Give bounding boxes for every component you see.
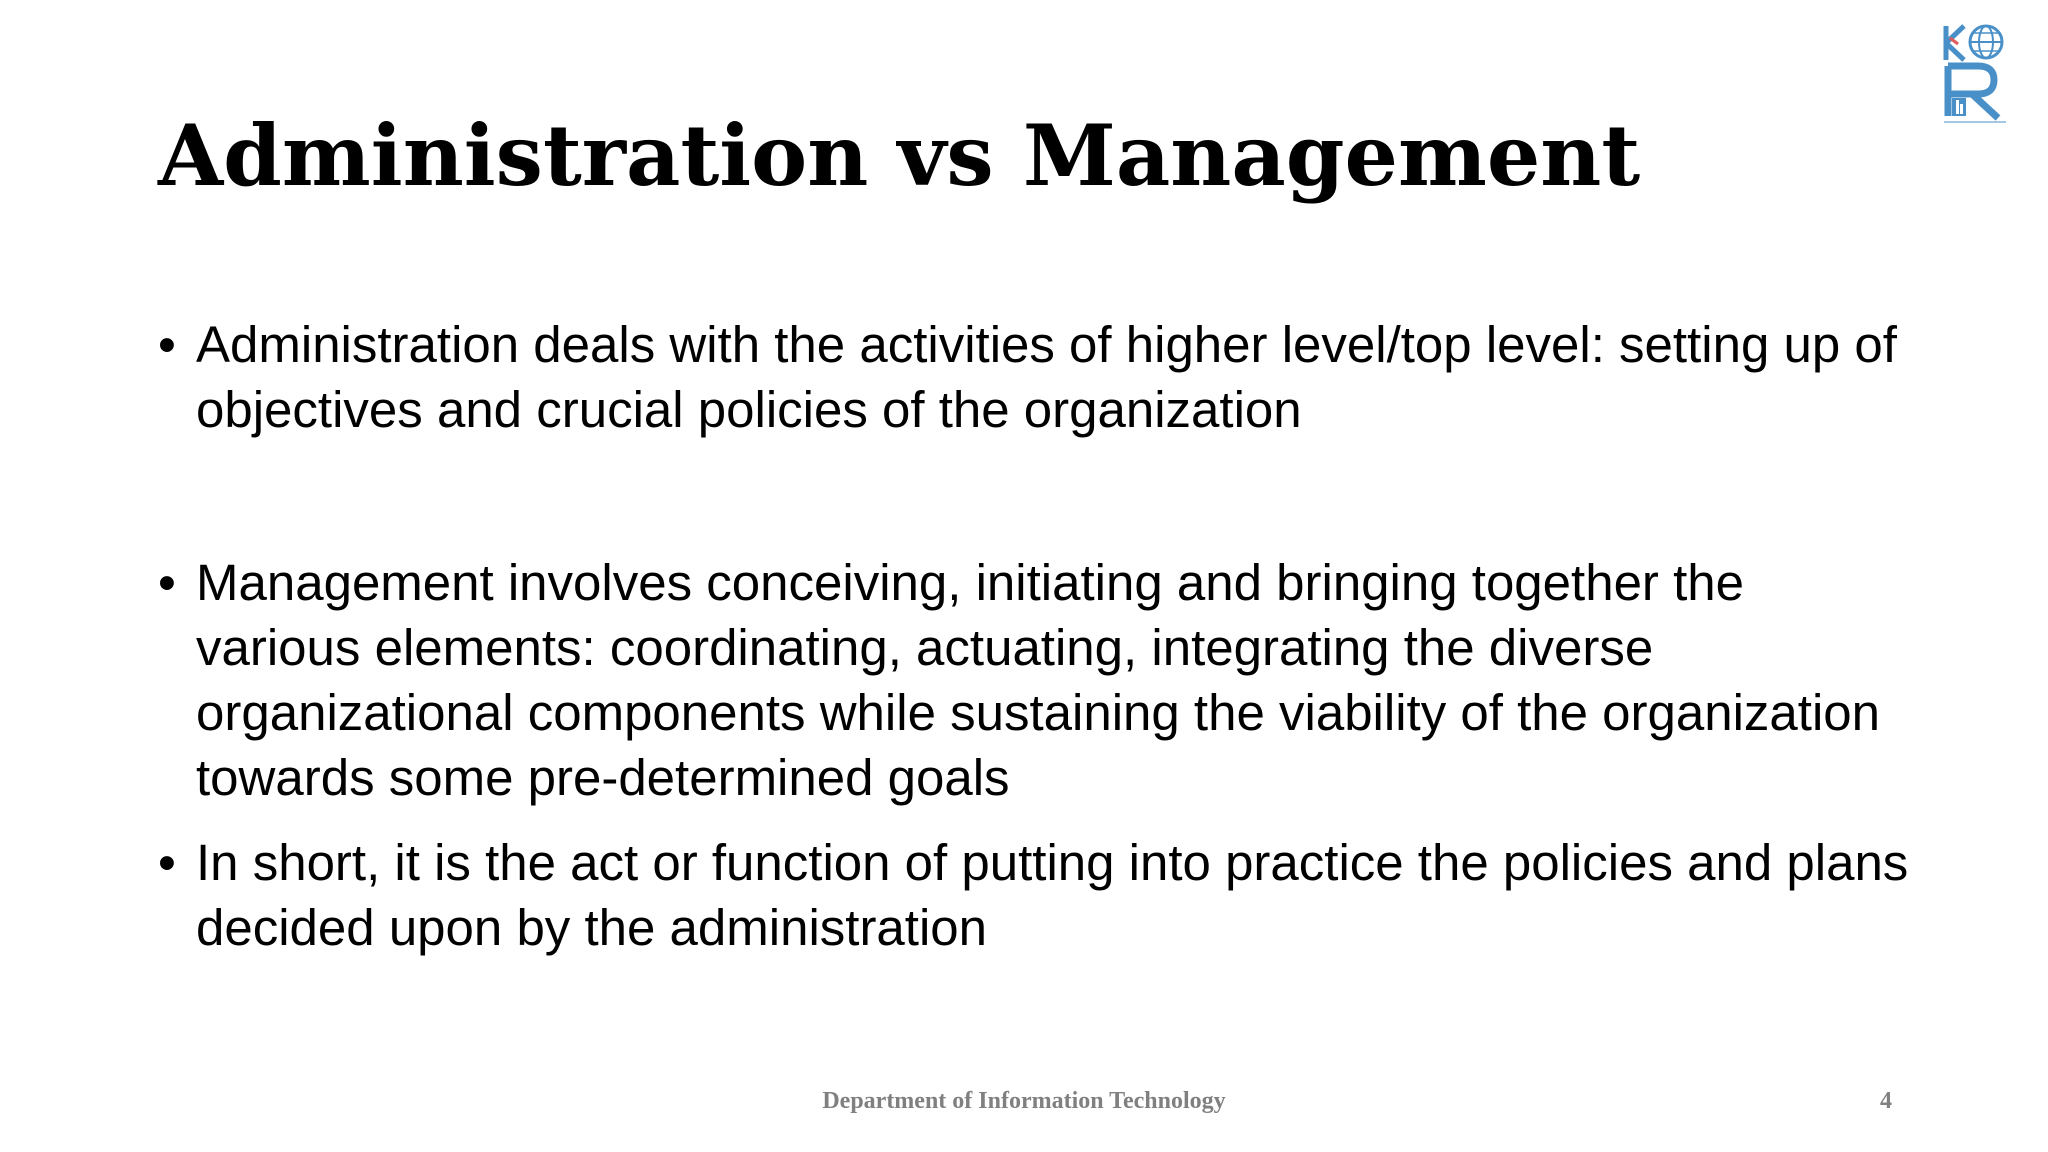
slide-title: Administration vs Management bbox=[158, 106, 1641, 205]
bullet-item bbox=[158, 312, 1918, 442]
bullet-text: Management involves conceiving, initiating and bringing together the various elements: coordinating, actuating, integrating the diverse organizational components while sustaining the viability of the organization towards some pre-determined goals bbox=[196, 554, 1881, 806]
bullet-item bbox=[158, 550, 1918, 810]
page-number: 4 bbox=[1880, 1088, 1892, 1114]
footer-department: Department of Information Technology bbox=[822, 1088, 1226, 1114]
bullet-marker: • bbox=[158, 554, 176, 611]
bullet-marker: • bbox=[158, 316, 176, 373]
bullet-text: Administration deals with the activities of higher level/top level: setting up of objectives and crucial policies of the organization bbox=[196, 316, 1897, 438]
bullet-marker: • bbox=[158, 834, 176, 891]
bullet-list bbox=[158, 312, 1918, 960]
bullet-item bbox=[158, 830, 1918, 960]
bullet-text: In short, it is the act or function of putting into practice the policies and plans decided upon by the administration bbox=[196, 834, 1909, 956]
institution-logo bbox=[1938, 20, 2012, 128]
